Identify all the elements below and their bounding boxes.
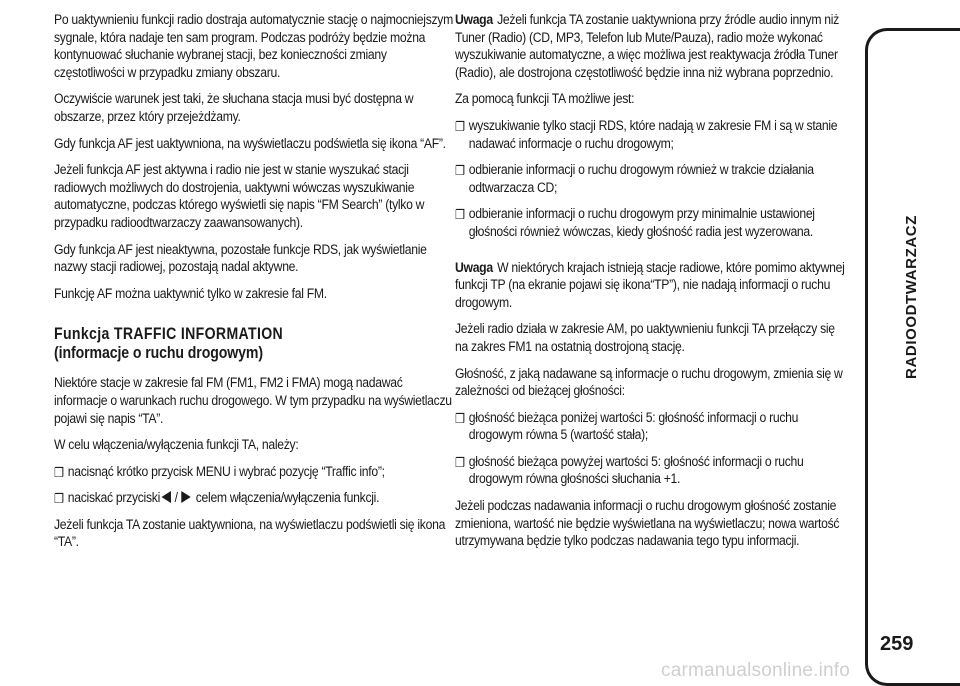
paragraph: Gdy funkcja AF jest nieaktywna, pozostałe funkcje RDS, jak wyświetlanie nazwy stacji radiowej, pozostają nadal aktywne.: [54, 241, 427, 276]
section-heading-subtitle: (informacje o ruchu drogowym): [54, 344, 263, 363]
list-item: [455, 206, 849, 241]
right-column: [455, 12, 849, 560]
list-item-text: wyszukiwanie tylko stacji RDS, które nadają w zakresie FM i są w stanie nadawać informacje o ruchu drogowym;: [468, 117, 838, 152]
list-item-text: odbieranie informacji o ruchu drogowym również w trakcie działania odtwarzacza CD;: [468, 162, 814, 196]
note-paragraph: [455, 12, 849, 82]
slash-separator: /: [174, 490, 178, 507]
list-item: [455, 454, 849, 489]
watermark: carmanualsonline.info: [661, 660, 851, 681]
paragraph: Oczywiście warunek jest taki, że słuchana stacja musi być dostępna w obszarze, przez który przejeżdżamy.: [54, 91, 414, 125]
list-item-text-end: celem włączenia/wyłączenia funkcji.: [195, 490, 380, 507]
paragraph: Funkcję AF można uaktywnić tylko w zakresie fal FM.: [54, 285, 327, 302]
paragraph: Po uaktywnieniu funkcji radio dostraja automatycznie stację o najmocniejszym sygnale, która nadaje ten sam program. Podczas podróży będzie można kontynuować słuchanie wybranej stacji, bez konieczności zmiany częstotliwości w przypadku zmiany obszaru.: [54, 12, 453, 81]
triangle-left-icon: [162, 491, 171, 503]
note-paragraph: [455, 260, 849, 313]
note-label: Uwaga: [455, 12, 493, 28]
bullet-icon: ❒: [455, 163, 465, 179]
list-item: [455, 162, 849, 197]
bullet-icon: ❒: [54, 491, 64, 507]
note-text: W niektórych krajach istnieją stacje radiowe, które pomimo aktywnej funkcji TP (na ekranie pojawi się ikona“TP”), nie nadają informacji o ruchu drogowym.: [455, 259, 845, 311]
list-item-text: nacisnąć krótko przycisk MENU i wybrać pozycję “Traffic info”;: [67, 463, 385, 480]
paragraph: Jeżeli podczas nadawania informacji o ruchu drogowym głośność zostanie zmieniona, wartość nie będzie wyświetlana na wyświetlaczu; nowa wartość utrzymywana będzie tylko podczas nadawania tego typu informacji.: [455, 498, 840, 550]
bullet-icon: ❒: [455, 454, 465, 470]
paragraph: Głośność, z jaką nadawane są informacje o ruchu drogowym, zmienia się w zależności od bieżącej głośności:: [455, 365, 843, 400]
list-item: [455, 118, 849, 153]
list-item-text: głośność bieżąca powyżej wartości 5: głośność informacji o ruchu drogowym równa głośności słuchania +1.: [468, 453, 804, 488]
list-item-text: głośność bieżąca poniżej wartości 5: głośność informacji o ruchu drogowym równa 5 (wartość stała);: [468, 409, 799, 444]
bullet-icon: ❒: [455, 207, 465, 223]
page-number: 259: [880, 633, 914, 655]
chapter-tab-label: RADIOODTWARZACZ: [903, 215, 920, 379]
note-label: Uwaga: [455, 259, 493, 276]
list-item: [54, 490, 458, 508]
list-item: [455, 410, 849, 445]
bullet-icon: ❒: [455, 118, 465, 134]
section-heading-title: Funkcja TRAFFIC INFORMATION: [54, 325, 284, 344]
paragraph: Niektóre stacje w zakresie fal FM (FM1, FM2 i FMA) mogą nadawać informacje o warunkach ruchu drogowego. W tym przypadku na wyświetlaczu pojawi się napis “TA”.: [54, 375, 452, 427]
bullet-icon: ❒: [54, 464, 64, 480]
paragraph: W celu włączenia/wyłączenia funkcji TA, należy:: [54, 437, 299, 454]
paragraph: Za pomocą funkcji TA możliwe jest:: [455, 91, 635, 108]
list-item-text: odbieranie informacji o ruchu drogowym przy minimalnie ustawionej głośności również wówczas, kiedy głośność radia jest wyzerowana.: [468, 206, 815, 240]
paragraph: Jeżeli radio działa w zakresie AM, po uaktywnieniu funkcji TA przełączy się na zakres FM1 na ostatnią dostrojoną stację.: [455, 321, 835, 355]
section-heading: [54, 325, 458, 363]
bullet-icon: ❒: [455, 410, 465, 426]
paragraph: Jeżeli funkcja AF jest aktywna i radio nie jest w stanie wyszukać stacji radiowych możliwych do dostrojenia, uaktywni wówczas wyszukiwanie automatyczne, podczas którego wyświetli się napis “FM Search” (tylko w przypadku radioodtwarzaczy zaawansowanych).: [54, 162, 425, 231]
list-item-text-start: naciskać przyciski: [67, 490, 160, 507]
paragraph: Gdy funkcja AF jest uaktywniona, na wyświetlaczu podświetla się ikona “AF”.: [54, 135, 446, 152]
list-item: [54, 464, 458, 482]
note-text: Jeżeli funkcja TA zostanie uaktywniona przy źródle audio innym niż Tuner (Radio) (CD, MP3, Telefon lub Mute/Pauza), radio może wykonać wyszukiwanie automatyczne, a więc możliwa jest reaktywacja źródła Tuner (Radio), ale dostrojona częstotliwość będzie inna niż wybrana poprzednio.: [455, 12, 839, 81]
left-column: [54, 12, 458, 561]
list-item-text: [68, 490, 458, 508]
paragraph: Jeżeli funkcja TA zostanie uaktywniona, na wyświetlaczu podświetli się ikona “TA”.: [54, 516, 446, 551]
triangle-right-icon: [181, 491, 190, 503]
